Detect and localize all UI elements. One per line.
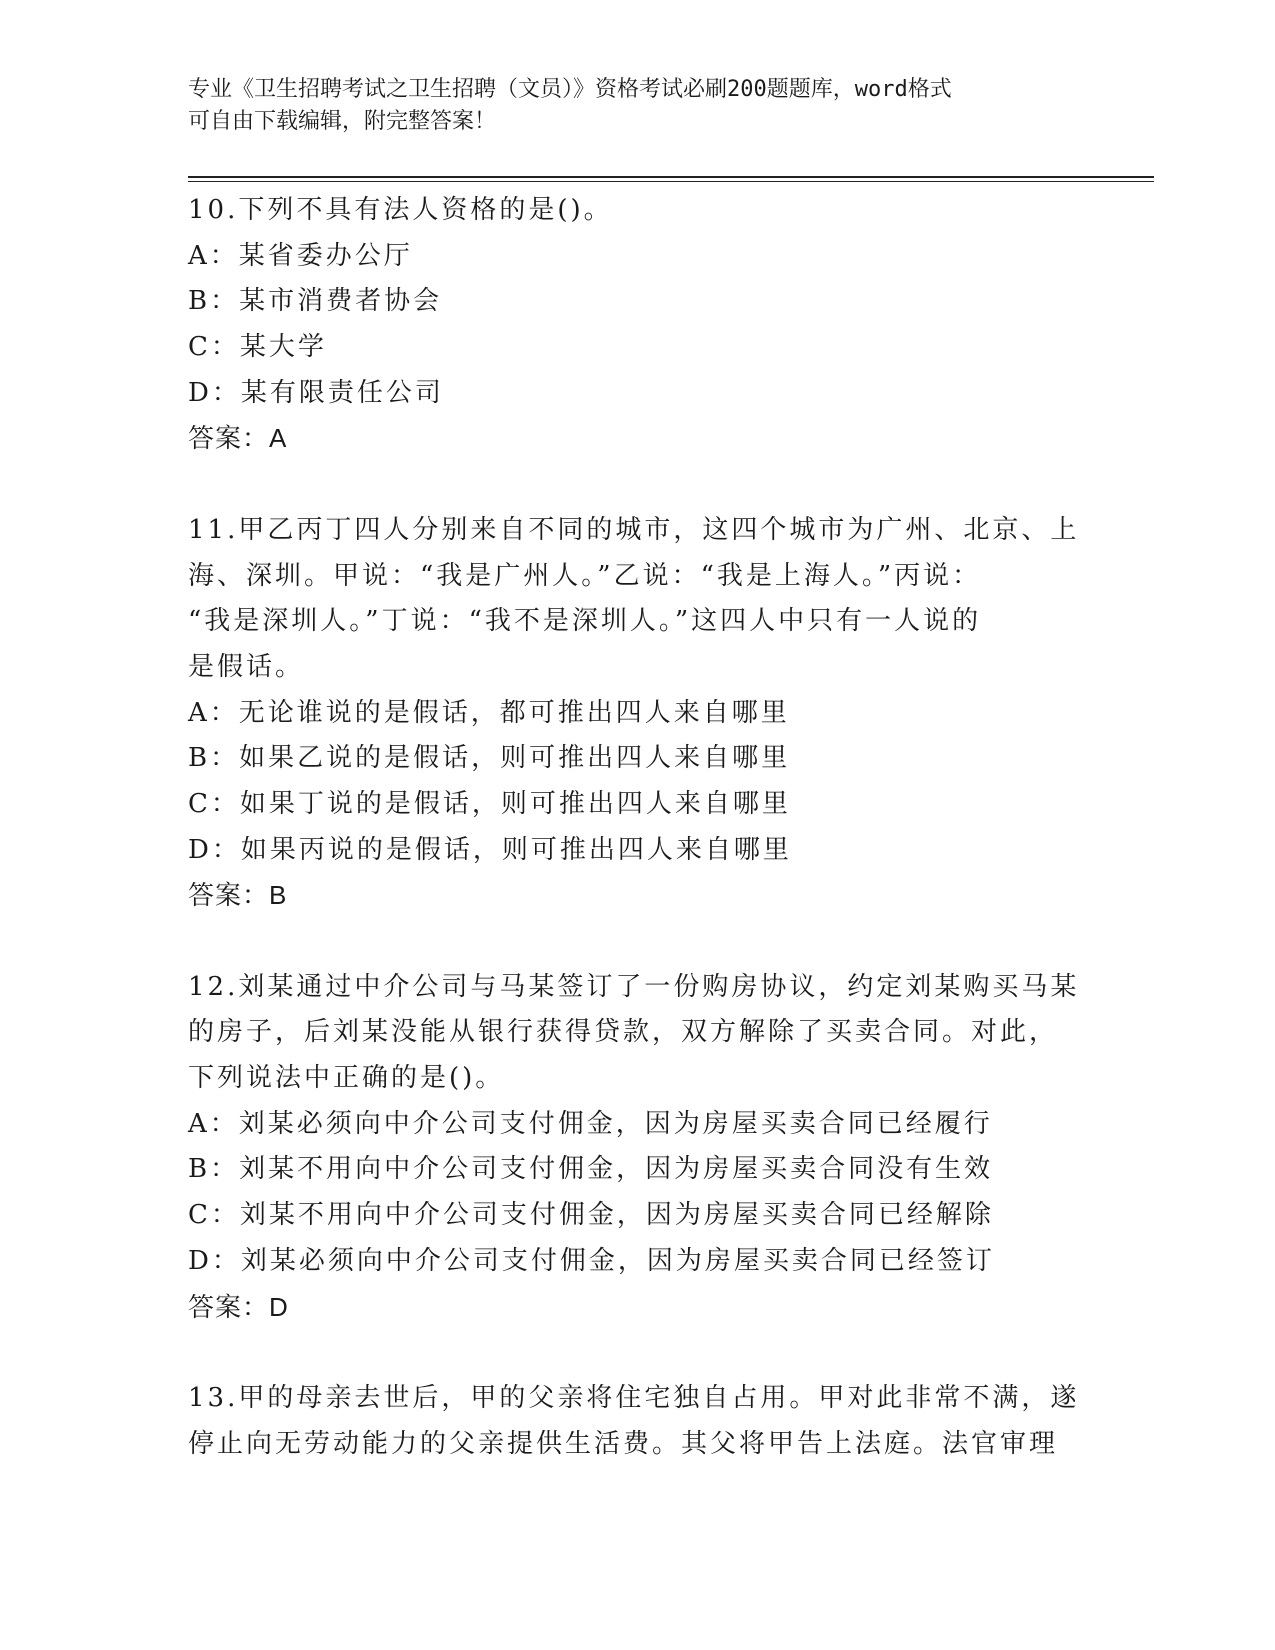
option-b: B：某市消费者协会 xyxy=(188,286,443,317)
option-a: A：某省委办公厅 xyxy=(188,240,413,271)
question-block xyxy=(188,508,1088,919)
answer-label: 答案：D xyxy=(188,1291,289,1322)
question-block xyxy=(188,1376,1088,1467)
header-divider-thin xyxy=(188,181,1154,182)
option-c: C：某大学 xyxy=(188,332,327,363)
header-line-2: 可自由下载编辑，附完整答案！ xyxy=(188,109,497,134)
option-b: B：刘某不用向中介公司支付佣金，因为房屋买卖合同没有生效 xyxy=(188,1154,994,1185)
option-d: D：如果丙说的是假话，则可推出四人来自哪里 xyxy=(188,834,792,865)
option-d: D：刘某必须向中介公司支付佣金，因为房屋买卖合同已经签订 xyxy=(188,1245,995,1276)
header-line-1: 专业《卫生招聘考试之卫生招聘（文员）》资格考试必刷200题题库，word格式 xyxy=(188,77,952,102)
question-stem: 下列说法中正确的是()。 xyxy=(188,1063,505,1094)
question-stem: 10.下列不具有法人资格的是()。 xyxy=(188,195,613,225)
option-c: C：刘某不用向中介公司支付佣金，因为房屋买卖合同已经解除 xyxy=(188,1200,994,1231)
question-stem: 停止向无劳动能力的父亲提供生活费。其父将甲告上法庭。法官审理 xyxy=(188,1428,1059,1459)
question-block xyxy=(188,965,1088,1331)
question-stem: 13.甲的母亲去世后，甲的父亲将住宅独自占用。甲对此非常不满，遂 xyxy=(188,1382,1080,1413)
question-stem: 海、深圳。甲说：“我是广州人。”乙说：“我是上海人。”丙说： xyxy=(188,560,982,591)
option-a: A：无论谁说的是假话，都可推出四人来自哪里 xyxy=(188,697,790,728)
question-stem: 的房子，后刘某没能从银行获得贷款，双方解除了买卖合同。对此， xyxy=(188,1017,1059,1048)
question-stem: 12.刘某通过中介公司与马某签订了一份购房协议，约定刘某购买马某 xyxy=(188,971,1080,1002)
option-d: D：某有限责任公司 xyxy=(188,377,444,408)
answer-label: 答案：A xyxy=(188,423,288,454)
question-block xyxy=(188,188,1088,462)
document-header xyxy=(188,74,1088,138)
option-c: C：如果丁说的是假话，则可推出四人来自哪里 xyxy=(188,788,791,819)
header-divider xyxy=(188,176,1154,178)
answer-label: 答案：B xyxy=(188,880,288,911)
option-a: A：刘某必须向中介公司支付佣金，因为房屋买卖合同已经履行 xyxy=(188,1108,993,1139)
option-b: B：如果乙说的是假话，则可推出四人来自哪里 xyxy=(188,743,791,774)
question-stem: 是假话。 xyxy=(188,651,305,682)
question-stem: “我是深圳人。”丁说：“我不是深圳人。”这四人中只有一人说的 xyxy=(188,606,982,637)
question-stem: 11.甲乙丙丁四人分别来自不同的城市，这四个城市为广州、北京、上 xyxy=(188,514,1080,545)
question-list xyxy=(188,188,1088,1467)
